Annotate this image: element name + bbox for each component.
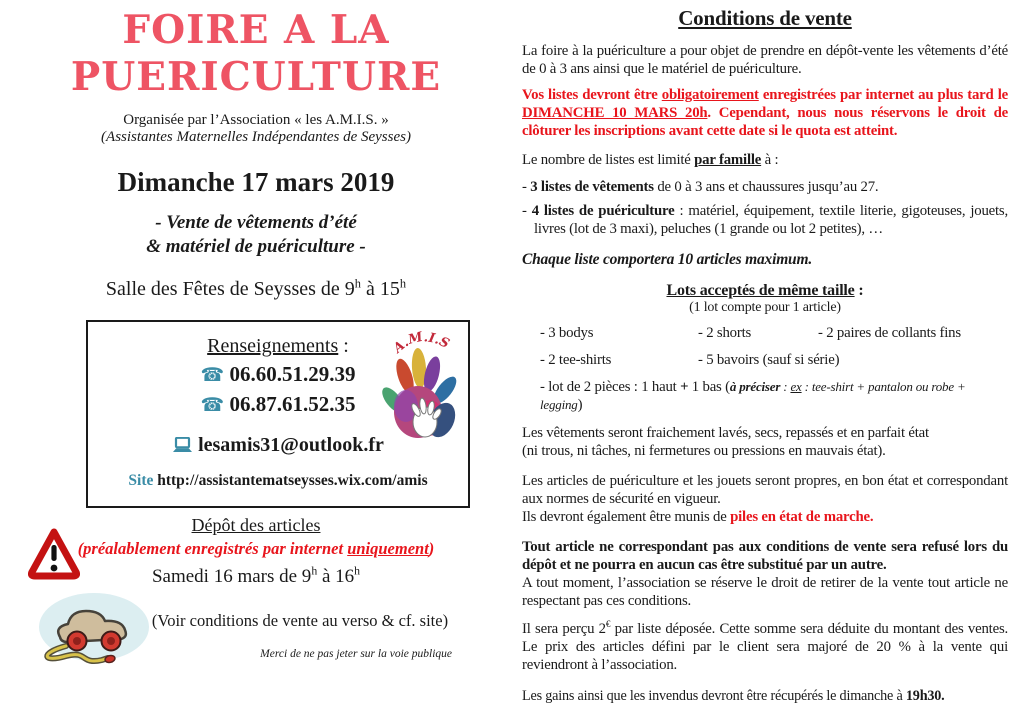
organizer-subline: (Assistantes Maternelles Indépendantes de Seysses) xyxy=(101,129,411,145)
subtitle-line1: - Vente de vêtements d’été xyxy=(155,212,357,233)
conditions-heading-text: Conditions de vente xyxy=(678,6,852,30)
limit-par-famille: par famille xyxy=(694,152,762,168)
paragraph-vetements-etat xyxy=(522,424,1008,460)
frais-euro-sup: € xyxy=(605,619,611,630)
flyer-front-page xyxy=(0,0,512,675)
piles-text: Ils devront également être munis de xyxy=(522,509,731,525)
list-item-vetements-bold: 3 listes de vêtements xyxy=(530,179,654,195)
paragraph-limit xyxy=(522,151,1008,169)
paragraph-deadline xyxy=(522,86,1008,140)
lots-row-2 xyxy=(522,351,1008,369)
list-item-vetements xyxy=(522,178,1008,196)
gains-time-bold: 19h30. xyxy=(905,688,945,704)
paragraph-articles-etat xyxy=(522,472,1008,508)
deadline-date: DIMANCHE 10 MARS 20h xyxy=(522,105,708,121)
subtitle-line2: & matériel de puériculture - xyxy=(146,236,366,257)
depot-section xyxy=(0,515,512,588)
depot-date-line xyxy=(0,566,512,588)
site-row xyxy=(88,472,468,490)
depot-date-text2: à 16 xyxy=(317,566,355,587)
laptop-icon xyxy=(172,437,193,453)
lot-2pieces-sep: : xyxy=(780,379,791,394)
depot-red-note xyxy=(0,539,512,559)
list-item-puericulture-rest: : matériel, équipement, textile literie, gigoteuses, jouets, livres (lot de 3 maxi), peluches (1 grande ou lot 2 petites), … xyxy=(534,203,1008,237)
depot-sup-h1: h xyxy=(311,564,318,578)
lot-2pieces-plus: + xyxy=(680,379,689,395)
lots-row-1 xyxy=(522,324,1008,342)
vetements-etat-line1: Les vêtements seront fraichement lavés, secs, repassés et en parfait état xyxy=(522,425,929,441)
paragraph-intro: La foire à la puériculture a pour objet de prendre en dépôt-vente les vêtements d’été de 0 à 3 ans ainsi que le matériel de puériculture. xyxy=(522,43,1008,77)
contact-heading-text: Renseignements xyxy=(207,335,339,357)
deadline-text2: enregistrées par internet au plus tard le xyxy=(758,87,1008,103)
lots-heading-text: Lots acceptés de même taille xyxy=(666,282,855,299)
organizer-line: Organisée par l’Association « les A.M.I.S. » xyxy=(123,112,389,128)
paragraph-gains xyxy=(522,687,1008,705)
venue-text: Salle des Fêtes de Seysses de 9 xyxy=(105,278,355,300)
site-url[interactable]: http://assistantematseysses.wix.com/amis xyxy=(157,472,428,489)
paragraph-retrait: A tout moment, l’association se réserve le droit de retirer de la vente tout article ne respectant pas ces conditions. xyxy=(522,575,1008,609)
list-dash: - xyxy=(522,179,531,195)
depot-heading xyxy=(0,515,512,536)
voir-conditions-line: (Voir conditions de vente au verso & cf. site) xyxy=(151,611,449,630)
lots-row-3 xyxy=(522,378,1008,414)
lot-2pieces-text: - lot de 2 pièces : 1 haut xyxy=(540,379,681,395)
phone-icon: ☎︎ xyxy=(200,394,225,416)
max-articles-line: Chaque liste comportera 10 articles maximum. xyxy=(522,251,813,268)
depot-sup-h2: h xyxy=(354,564,361,578)
site-label: Site xyxy=(128,472,154,489)
fair-title-line1: FOIRE A LA xyxy=(122,7,390,53)
merci-footer-line: Merci de ne pas jeter sur la voie publique xyxy=(260,648,452,660)
paragraph-frais xyxy=(522,620,1008,674)
limit-text: Le nombre de listes est limité xyxy=(522,152,695,168)
lot-teeshirts: - 2 tee-shirts xyxy=(540,352,612,368)
depot-date-text: Samedi 16 mars de 9 xyxy=(151,566,312,587)
deadline-text3: . Cependant, nous nous réservons le droit de clôturer les inscriptions avant cette date si le quota est atteint. xyxy=(522,105,1008,139)
depot-red-text: (préalablement enregistrés par internet xyxy=(77,539,348,558)
articles-etat-text: Les articles de puériculture et les jouets seront propres, en bon état et correspondant aux normes de sécurité en vigueur. xyxy=(522,473,1008,507)
paragraph-refus: Tout article ne correspondant pas aux conditions de vente sera refusé lors du dépôt et ne pourra en aucun cas être substitué par un autre. xyxy=(522,539,1008,573)
gains-text: Les gains ainsi que les invendus devront être récupérés le dimanche à xyxy=(522,688,906,704)
contact-heading-colon: : xyxy=(338,335,349,357)
conditions-heading xyxy=(522,5,1008,31)
lots-heading xyxy=(522,282,1008,300)
lot-2pieces-close: ) xyxy=(577,397,583,413)
lot-bodys: - 3 bodys xyxy=(540,325,594,341)
lot-shorts: - 2 shorts xyxy=(698,325,752,341)
phone-number-2: 06.87.61.52.35 xyxy=(229,392,356,416)
email-address[interactable]: lesamis31@outlook.fr xyxy=(198,434,384,456)
piles-red-text: piles en état de marche. xyxy=(730,509,874,525)
list-item-puericulture-bold: 4 listes de puériculture xyxy=(531,203,675,219)
contact-info-box xyxy=(86,320,470,508)
venue-text2: à 15 xyxy=(360,278,400,300)
depot-red-close: ) xyxy=(428,539,435,558)
fair-title-line2: PUERICULTURE xyxy=(70,54,442,100)
lots-heading-colon: : xyxy=(854,282,864,299)
venue-line xyxy=(0,278,512,301)
conditions-page xyxy=(522,0,1008,705)
limit-text2: à : xyxy=(761,152,779,168)
frais-text2: par liste déposée. Cette somme sera déduite du montant des ventes. Le prix des articles défini par le client sera majoré de 20 % à la vente qui reviendront à l’association. xyxy=(522,621,1008,673)
lot-2pieces-apreciser: à préciser xyxy=(729,379,781,394)
logo-arc-text: A.M.I.S xyxy=(390,329,452,357)
venue-sup-h1: h xyxy=(354,276,361,291)
paragraph-piles xyxy=(522,508,1008,526)
list-dash: - xyxy=(522,203,532,219)
phone-number-1: 06.60.51.29.39 xyxy=(229,362,356,386)
venue-sup-h2: h xyxy=(399,276,407,291)
deadline-obligatoire: obligatoirement xyxy=(661,87,759,103)
frais-text: Il sera perçu 2 xyxy=(522,621,606,637)
vetements-etat-line2: (ni trous, ni tâches, ni fermetures ou pressions en mauvais état). xyxy=(522,443,886,459)
lot-2pieces-example: tee-shirt + pantalon ou robe + legging xyxy=(540,379,966,412)
lot-collants: - 2 paires de collants fins xyxy=(818,325,961,341)
lot-2pieces-text2: 1 bas ( xyxy=(688,379,730,395)
event-date-heading: Dimanche 17 mars 2019 xyxy=(117,167,395,197)
list-item-vetements-rest: de 0 à 3 ans et chaussures jusqu’au 27. xyxy=(653,179,879,195)
depot-red-underlined: uniquement xyxy=(347,539,429,558)
amis-hands-logo xyxy=(376,324,466,449)
phone-icon: ☎︎ xyxy=(200,364,225,386)
event-subtitle xyxy=(0,211,512,259)
list-item-puericulture xyxy=(522,202,1008,238)
depot-heading-text: Dépôt des articles xyxy=(191,515,321,535)
lot-bavoirs: - 5 bavoirs (sauf si série) xyxy=(698,352,840,368)
lot-2pieces-sep2: : xyxy=(801,379,812,394)
lot-2pieces-ex: ex xyxy=(790,379,802,394)
deadline-text: Vos listes devront être xyxy=(522,87,662,103)
lots-note: (1 lot compte pour 1 article) xyxy=(689,300,841,315)
